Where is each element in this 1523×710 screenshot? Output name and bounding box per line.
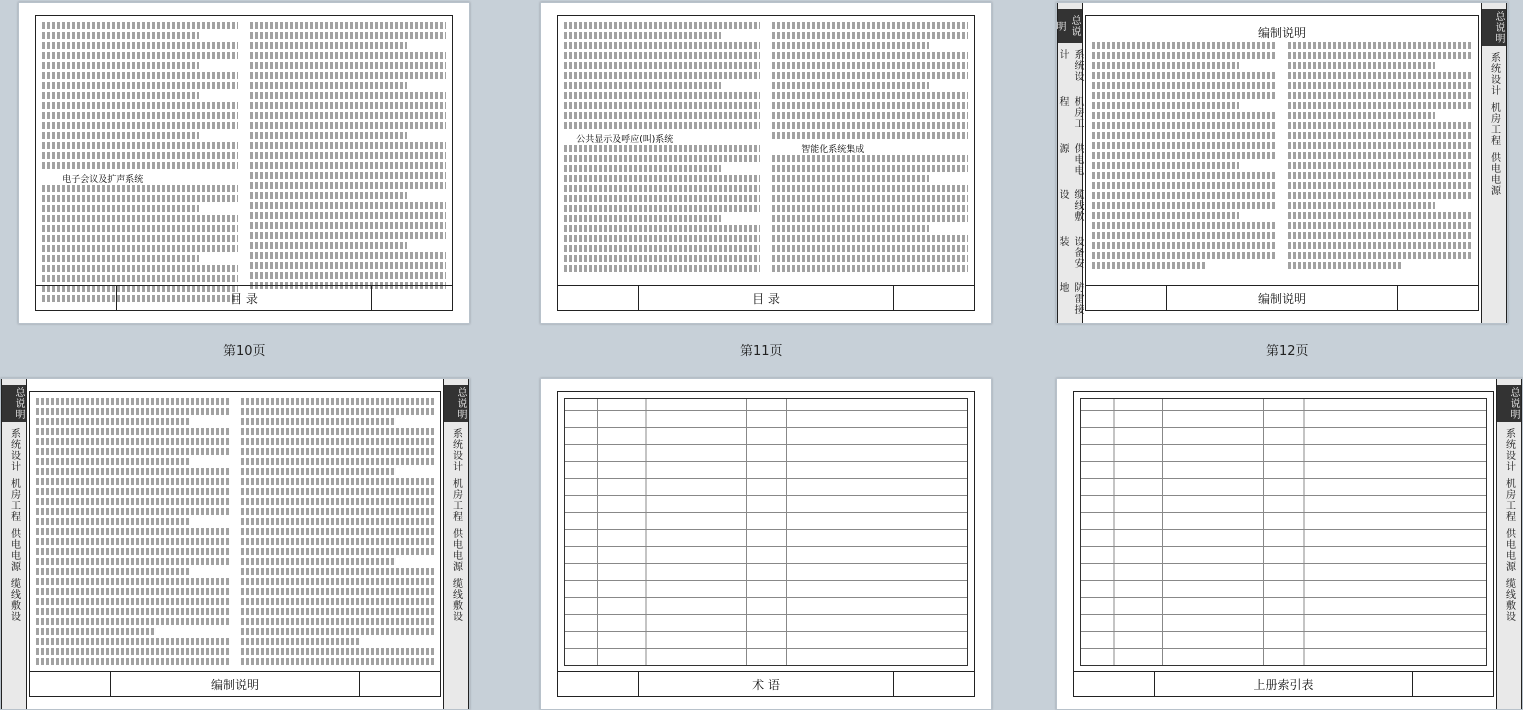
tab-system-design[interactable]: 系统设计 — [1057, 49, 1083, 83]
tab-overview-right[interactable]: 总说明 — [1482, 9, 1506, 46]
sidebar-tabs-right — [443, 379, 469, 709]
tab-power-supply-right[interactable]: 供电电源 — [1503, 528, 1515, 572]
page-title: 上册索引表 — [1253, 677, 1314, 692]
title-block — [558, 285, 974, 310]
page-thumbnail-10[interactable] — [18, 2, 470, 324]
sidebar-tabs-left — [1, 379, 27, 709]
page-title: 目 录 — [752, 291, 780, 306]
index-table — [1080, 398, 1487, 666]
tab-machine-room-right[interactable]: 机房工程 — [1488, 102, 1500, 146]
title-block — [30, 671, 440, 696]
section-header: 公共显示及呼应(叫)系统 — [576, 135, 674, 145]
page-thumbnail-15[interactable] — [1056, 378, 1523, 710]
page-thumbnail-13[interactable] — [0, 378, 470, 710]
tab-machine-room[interactable]: 机房工程 — [8, 478, 20, 522]
page-thumbnail-11[interactable] — [540, 2, 992, 324]
toc-content — [42, 22, 446, 280]
page-label-12: 第12页 — [1266, 344, 1309, 359]
page-title: 编制说明 — [210, 677, 259, 692]
body-text — [1092, 42, 1472, 280]
terms-table — [564, 398, 968, 666]
page-frame — [1073, 391, 1494, 697]
tab-overview[interactable]: 总说明 — [1058, 9, 1082, 43]
sidebar-tabs-right — [1481, 3, 1507, 323]
tab-machine-room-right[interactable]: 机房工程 — [1503, 478, 1515, 522]
sidebar-tabs-right — [1496, 379, 1522, 709]
page-title: 术 语 — [752, 677, 780, 692]
section-header: 电子会议及扩声系统 — [62, 175, 144, 185]
tab-overview-right[interactable]: 总说明 — [444, 385, 468, 422]
title-block — [1086, 285, 1478, 310]
tab-power-supply[interactable]: 供电电源 — [8, 528, 20, 572]
tab-lightning[interactable]: 防雷接地 — [1057, 282, 1083, 316]
title-block — [558, 671, 974, 696]
tab-power-supply-right[interactable]: 供电电源 — [450, 528, 462, 572]
tab-system-design-right[interactable]: 系统设计 — [1503, 428, 1515, 472]
doc-heading: 编制说明 — [1257, 26, 1306, 40]
tab-machine-room-right[interactable]: 机房工程 — [450, 478, 462, 522]
tab-cabling[interactable]: 缆线敷设 — [8, 578, 20, 622]
page-frame — [557, 15, 975, 311]
tab-system-design-right[interactable]: 系统设计 — [450, 428, 462, 472]
toc-content — [564, 22, 968, 280]
title-block — [36, 285, 452, 310]
page-thumbnail-12[interactable] — [1056, 2, 1508, 324]
body-text — [36, 398, 434, 666]
sidebar-tabs-left — [1054, 3, 1083, 323]
tab-cabling[interactable]: 缆线敷设 — [1057, 189, 1083, 223]
tab-cabling-right[interactable]: 缆线敷设 — [450, 578, 462, 622]
tab-power-supply[interactable]: 供电电源 — [1057, 142, 1083, 176]
tab-system-design-right[interactable]: 系统设计 — [1488, 52, 1500, 96]
page-label-10: 第10页 — [223, 344, 266, 359]
tab-equipment[interactable]: 设备安装 — [1057, 235, 1083, 269]
section-header: 智能化系统集成 — [801, 145, 865, 155]
page-thumbnail-14[interactable] — [540, 378, 992, 710]
page-frame — [29, 391, 441, 697]
page-title: 目 录 — [230, 291, 258, 306]
tab-overview[interactable]: 总说明 — [2, 385, 26, 422]
tab-machine-room[interactable]: 机房工程 — [1057, 96, 1083, 130]
page-frame — [35, 15, 453, 311]
tab-overview-right[interactable]: 总说明 — [1497, 385, 1521, 422]
tab-cabling-right[interactable]: 缆线敷设 — [1503, 578, 1515, 622]
page-label-11: 第11页 — [740, 344, 783, 359]
tab-power-supply-right[interactable]: 供电电源 — [1488, 152, 1500, 196]
page-frame — [1085, 15, 1479, 311]
title-block — [1074, 671, 1493, 696]
page-title: 编制说明 — [1257, 291, 1306, 306]
page-frame — [557, 391, 975, 697]
tab-system-design[interactable]: 系统设计 — [8, 428, 20, 472]
